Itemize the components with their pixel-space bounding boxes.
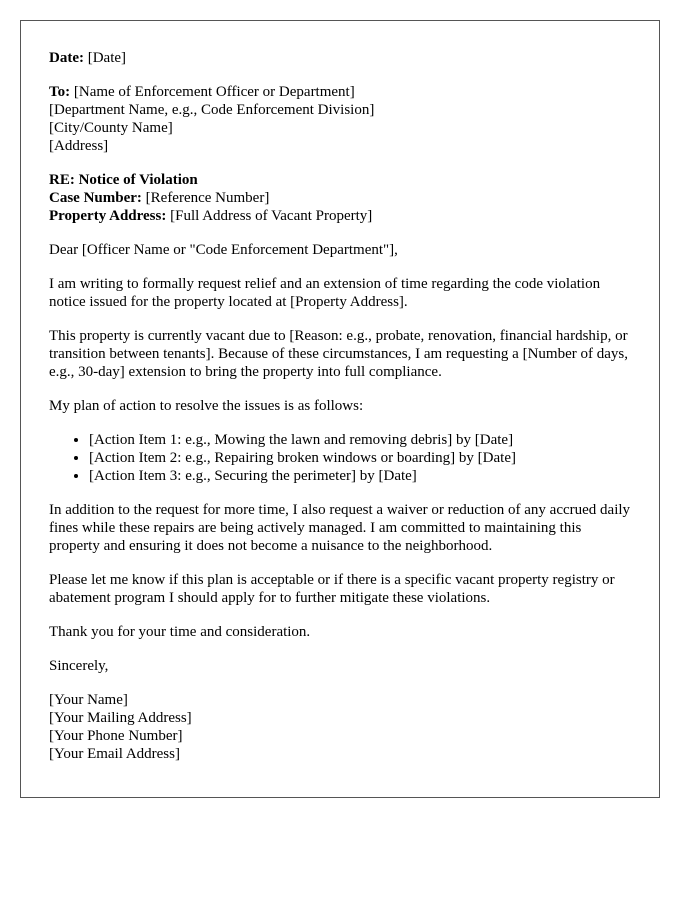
- thanks-paragraph: Thank you for your time and consideration.: [49, 624, 311, 640]
- letter-document: [20, 20, 660, 798]
- sender-phone: [Your Phone Number]: [49, 728, 183, 744]
- recipient-address: [Address]: [49, 138, 109, 154]
- property-address-label: Property Address:: [49, 208, 167, 224]
- waiver-paragraph: In addition to the request for more time, I also request a waiver or reduction of any accrued daily fines while these repairs are being actively managed. I am committed to maintaining this property and ensuring it does not become a nuisance to the neighborhood.: [49, 502, 631, 554]
- recipient-label: To:: [49, 84, 71, 100]
- property-address-value: [Full Address of Vacant Property]: [166, 208, 373, 224]
- recipient-city: [City/County Name]: [49, 120, 173, 136]
- date-label: Date:: [49, 50, 84, 66]
- case-number-line: [49, 189, 631, 207]
- date-value: [Date]: [83, 50, 127, 66]
- sender-mailing-address: [Your Mailing Address]: [49, 710, 192, 726]
- case-number-value: [Reference Number]: [141, 190, 270, 206]
- closing-request-paragraph: Please let me know if this plan is acceptable or if there is a specific vacant property registry or abatement program I should apply for to further mitigate these violations.: [49, 572, 615, 606]
- sender-name: [Your Name]: [49, 692, 128, 708]
- sender-block: [49, 691, 631, 763]
- sender-email: [Your Email Address]: [49, 746, 180, 762]
- action-items-list: [49, 431, 631, 485]
- salutation: Dear [Officer Name or "Code Enforcement Department"],: [49, 242, 398, 258]
- re-line: RE: Notice of Violation: [49, 172, 198, 188]
- reason-paragraph: This property is currently vacant due to [Reason: e.g., probate, renovation, financial hardship, or transition between tenants]. Because of these circumstances, I am requesting a [Number of days, e.g., 30-day] extension to bring the property into full compliance.: [49, 328, 628, 380]
- case-number-label: Case Number:: [49, 190, 142, 206]
- date-line: [49, 49, 631, 67]
- reference-block: [49, 171, 631, 225]
- intro-paragraph: I am writing to formally request relief and an extension of time regarding the code violation notice issued for the property located at [Property Address].: [49, 276, 601, 310]
- action-item: • [Action Item 2: e.g., Repairing broken windows or boarding] by [Date]: [89, 449, 631, 467]
- recipient-name-line: [49, 83, 631, 101]
- recipient-name: [Name of Enforcement Officer or Department]: [70, 84, 355, 100]
- signoff: Sincerely,: [49, 658, 109, 674]
- property-address-line: [49, 207, 631, 225]
- plan-intro-paragraph: My plan of action to resolve the issues is as follows:: [49, 398, 364, 414]
- recipient-department: [Department Name, e.g., Code Enforcement Division]: [49, 102, 375, 118]
- recipient-block: [49, 83, 631, 155]
- action-item: • [Action Item 3: e.g., Securing the perimeter] by [Date]: [89, 467, 631, 485]
- action-item: • [Action Item 1: e.g., Mowing the lawn and removing debris] by [Date]: [89, 431, 631, 449]
